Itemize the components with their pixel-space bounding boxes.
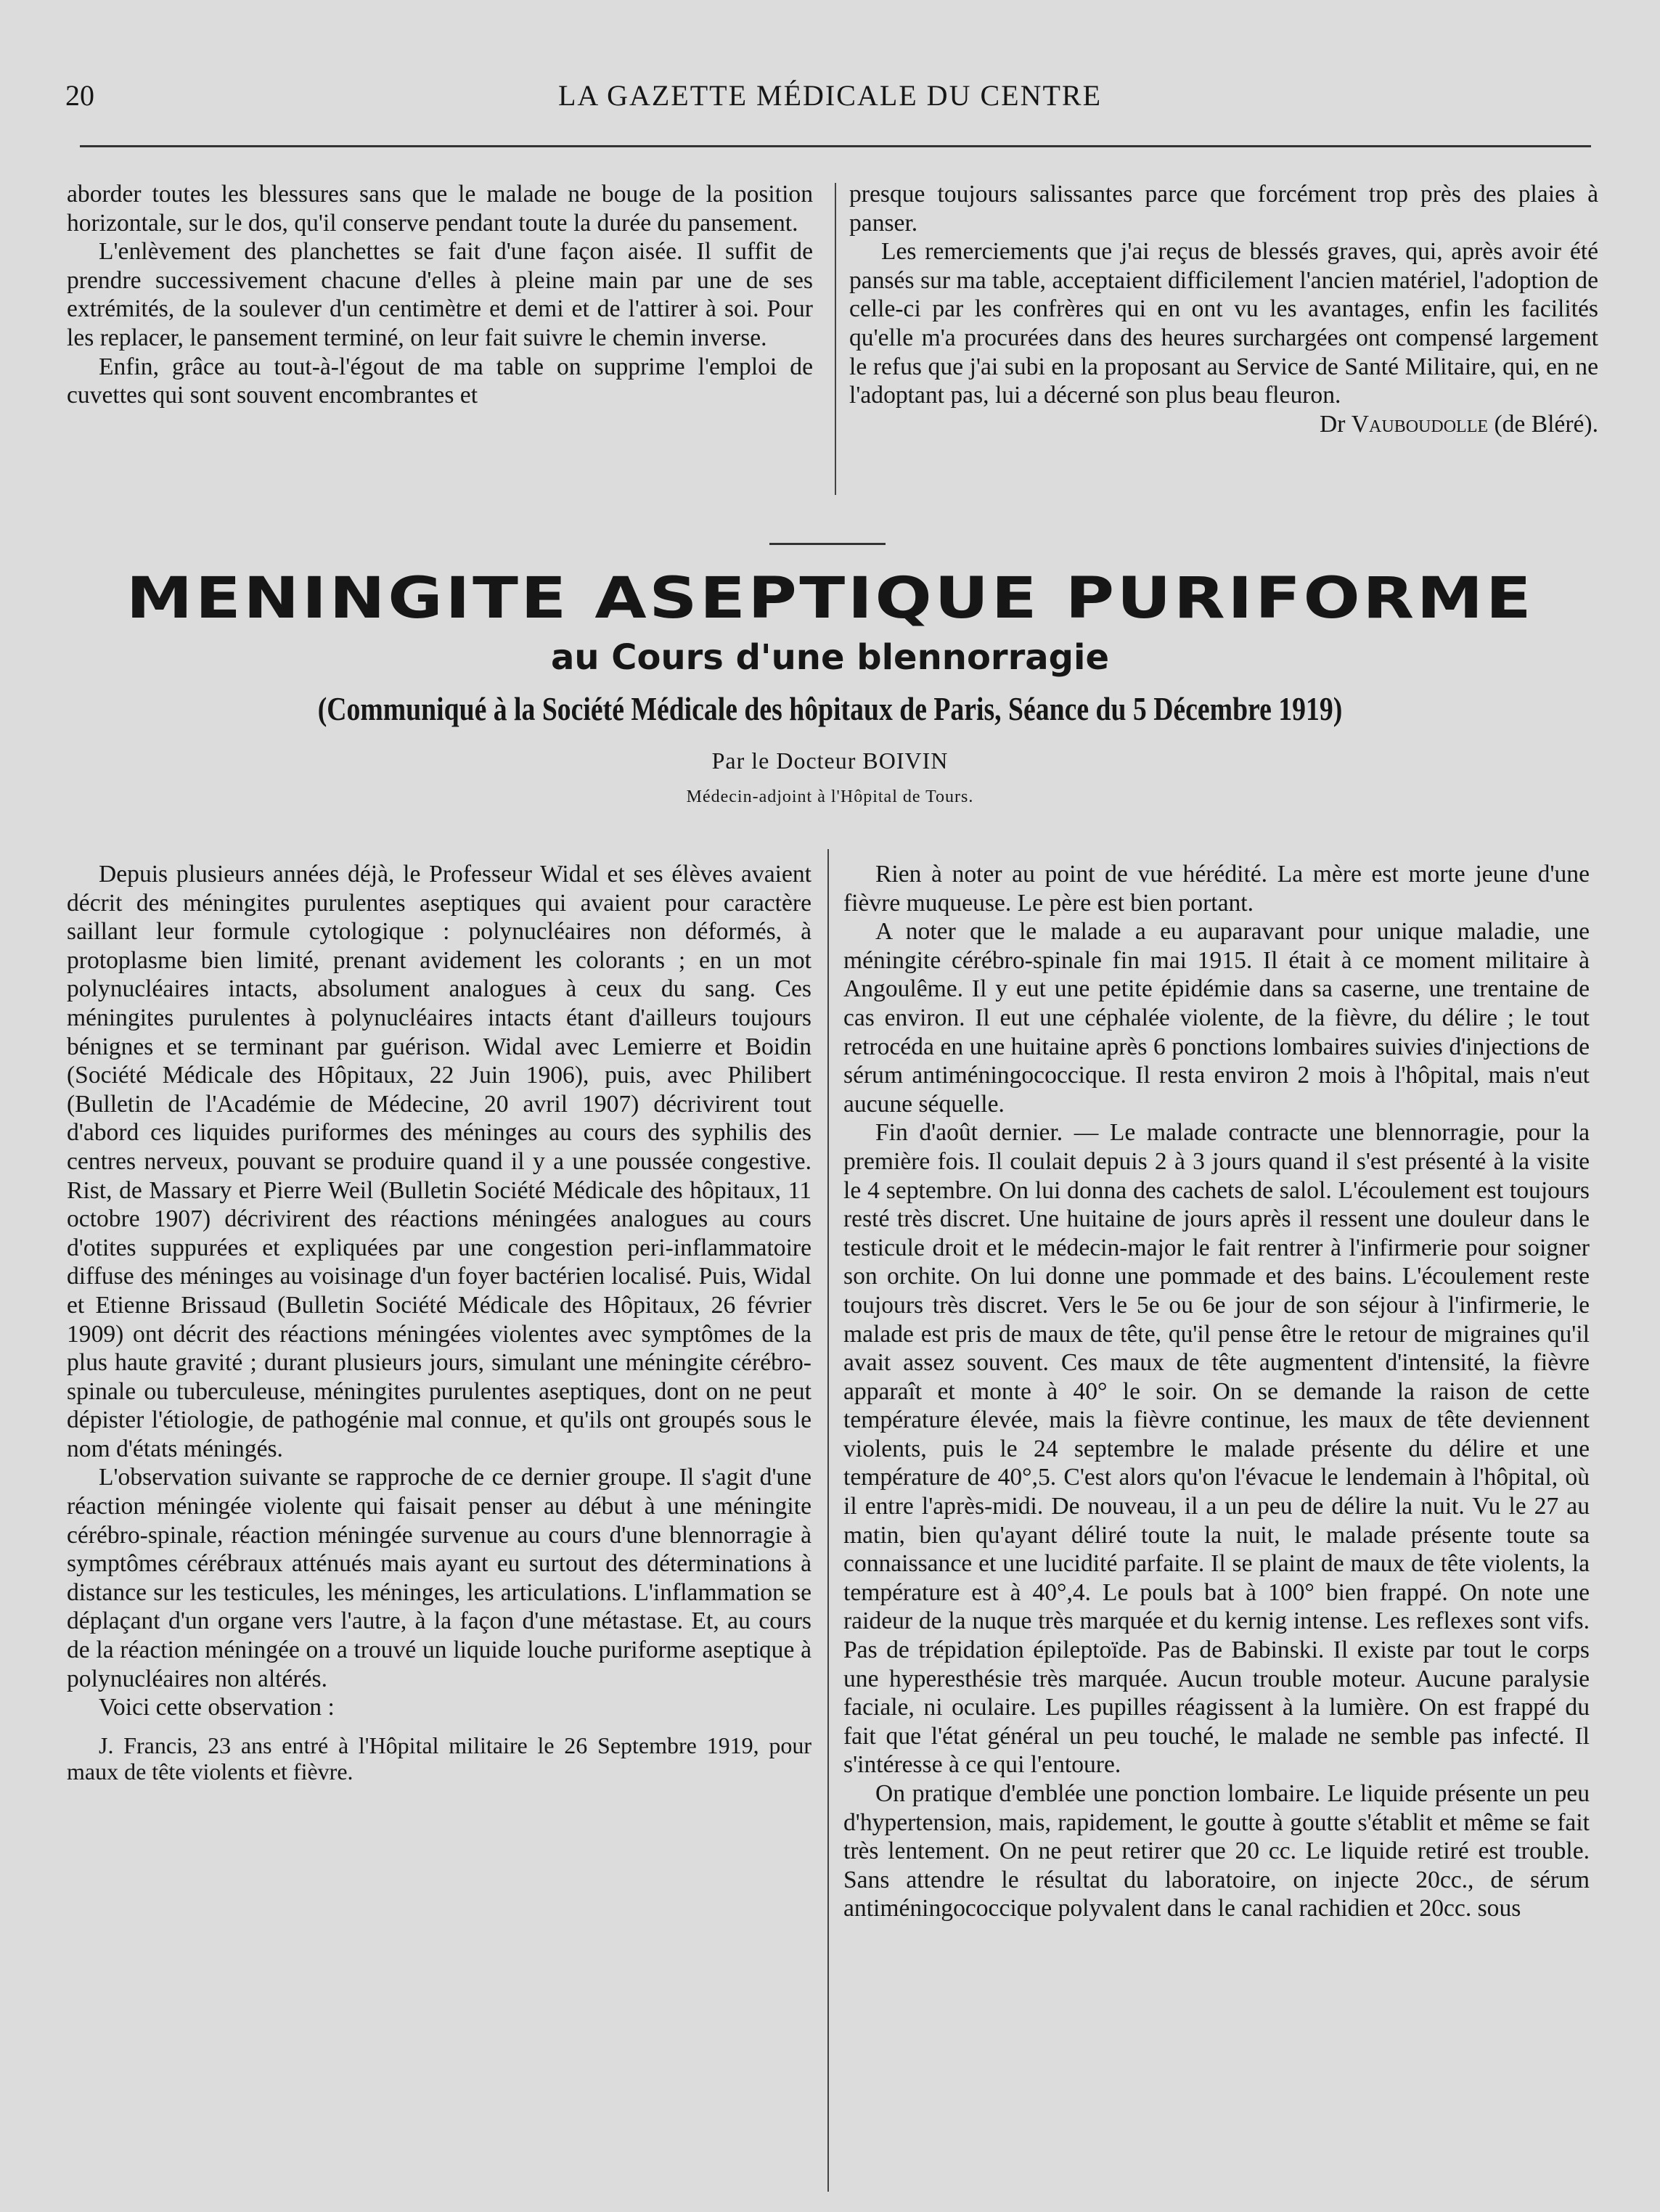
body-paragraph: L'observation suivante se rapproche de ce dernier groupe. Il s'agit d'une réaction méningée violente qui faisait penser au début à une méningite cérébro-spinale, réaction méningée survenue au cours d'une blennorragie à symptômes cérébraux atténués mais ayant eu surtout des déterminations à distance sur les testicules, les méninges, les articulations. L'inflammation se déplaçant d'un organe vers l'autre, à la façon d'une métastase. Et, au cours de la réaction méningée on a trouvé un liquide louche puriforme aseptique à polynucléaires non altérés. <box>67 1464 811 1692</box>
prev-article-signature <box>849 410 1598 439</box>
header-rule <box>80 145 1591 147</box>
article-subtitle: au Cours d'une blennorragie <box>550 637 1110 678</box>
signature-name: Vauboudolle <box>1351 410 1489 438</box>
journal-title: LA GAZETTE MÉDICALE DU CENTRE <box>557 79 1102 112</box>
column-divider-body <box>827 849 829 2192</box>
article-communication: (Communiqué à la Société Médicale des hôpitaux de Paris, Séance du 5 Décembre 1919) <box>317 690 1343 727</box>
article-title: MENINGITE ASEPTIQUE PURIFORME <box>126 566 1534 631</box>
prev-paragraph: aborder toutes les blessures sans que le malade ne bouge de la position horizontale, sur le dos, qu'il conserve pendant toute la durée du pansement. <box>67 181 813 237</box>
signature-prefix: Dr <box>1319 410 1346 438</box>
body-paragraph: A noter que le malade a eu auparavant pour unique maladie, une méningite cérébro-spinale fin mai 1915. Il était à ce moment militaire à Angoulême. Il y eut une petite épidémie dans sa caserne, une trentaine de cas environ. Il eut une céphalée violente, de la fièvre, du délire ; le tout retrocéda en une huitaine après 6 ponctions lombaires suivies d'injections de sérum antiméningococcique. Il resta environ 2 mois à l'hôpital, mais n'eut aucune séquelle. <box>843 918 1590 1118</box>
spacer <box>67 1722 811 1732</box>
observation-intro: J. Francis, 23 ans entré à l'Hôpital militaire le 26 Septembre 1919, pour maux de tête violents et fièvre. <box>67 1732 811 1785</box>
page-number: 20 <box>65 79 94 112</box>
prev-article-right-column <box>849 180 1598 557</box>
author-affiliation: Médecin-adjoint à l'Hôpital de Tours. <box>686 787 974 806</box>
body-paragraph: On pratique d'emblée une ponction lombaire. Le liquide présente un peu d'hypertension, mais, rapidement, le goutte à goutte s'établit et même se fait très lentement. On ne peut retirer que 20 cc. Le liquide retiré est trouble. Sans attendre le résultat du laboratoire, on injecte 20cc., de sérum antiméningococcique polyvalent dans le canal rachidien et 20cc. sous <box>843 1780 1590 1922</box>
column-divider-top <box>835 183 836 495</box>
prev-paragraph: presque toujours salissantes parce que forcément trop près des plaies à panser. <box>849 181 1598 237</box>
article-right-column <box>843 860 1590 2195</box>
body-paragraph: Depuis plusieurs années déjà, le Professeur Widal et ses élèves avaient décrit des méningites purulentes aseptiques qui avaient pour caractère saillant leur formule cytologique : polynucléaires non déformés, à protoplasme bien limité, prenant avidement les colorants ; en un mot polynucléaires intacts, absolument analogues à ceux du sang. Ces méningites purulentes à polynucléaires intacts étant d'ailleurs toujours bénignes et se terminant par guérison. Widal avec Lemierre et Boidin (Société Médicale des Hôpitaux, 22 Juin 1906), puis, avec Philibert (Bulletin de l'Académie de Médecine, 20 avril 1907) décrivirent tout d'abord ces liquides puriformes des méninges au cours des syphilis des centres nerveux, pouvant se produire quand il y a une poussée congestive. Rist, de Massary et Pierre Weil (Bulletin Société Médicale des hôpitaux, 11 octobre 1907) décrivirent des réactions méningées analogues au cours d'otites suppurées et expliquées par une congestion peri-inflammatoire diffuse des méninges au voisinage d'un foyer bactérien localisé. Puis, Widal et Etienne Brissaud (Bulletin Société Médicale des Hôpitaux, 26 février 1909) ont décrit des réactions méningées violentes avec symptômes de la plus haute gravité ; durant plusieurs jours, simulant une méningite cérébro-spinale ou tuberculeuse, méningites purulentes aseptiques, dont on ne peut dépister l'étiologie, de pathogénie mal connue, et qu'ils ont groupés sous le nom d'états méningés. <box>67 861 811 1462</box>
body-paragraph: Rien à noter au point de vue hérédité. La mère est morte jeune d'une fièvre muqueuse. Le père est bien portant. <box>843 861 1590 917</box>
prev-paragraph: L'enlèvement des planchettes se fait d'une façon aisée. Il suffit de prendre successivement chacune d'elles à pleine main par une de ses extrémités, de la soulever d'un centimètre et demi et de l'attirer à soi. Pour les replacer, le pansement terminé, on leur fait suivre le chemin inverse. <box>67 238 813 351</box>
prev-article-left-column <box>67 180 813 507</box>
prev-paragraph: Enfin, grâce au tout-à-l'égout de ma table on supprime l'emploi de cuvettes qui sont souvent encombrantes et <box>67 353 813 409</box>
prev-paragraph: Les remerciements que j'ai reçus de blessés graves, qui, après avoir été pansés sur ma table, acceptaient difficilement l'ancien matériel, l'adoption de celle-ci par les confrères qui en ont vu les avantages, enfin les facilités qu'elle m'a procurées dans des heures surchargées ont compensé largement le refus que j'ai subi en la proposant au Service de Santé Militaire, qui, en ne l'adoptant pas, lui a décerné son plus beau fleuron. <box>849 238 1598 409</box>
article-separator <box>769 543 886 545</box>
article-left-column <box>67 860 811 2195</box>
page-header <box>65 78 1595 122</box>
body-paragraph: Voici cette observation : <box>99 1694 335 1721</box>
article-author: Par le Docteur BOIVIN <box>711 747 949 774</box>
body-paragraph: Fin d'août dernier. — Le malade contracte une blennorragie, pour la première fois. Il coulait depuis 2 à 3 jours quand il s'est présenté à la visite le 4 septembre. On lui donna des cachets de salol. L'écoulement est toujours resté très discret. Une huitaine de jours après il ressent une douleur dans le testicule droit et le médecin-major le fait rentrer à l'infirmerie pour soigner son orchite. On lui donne une pommade et des bains. L'écoulement reste toujours très discret. Vers le 5e ou 6e jour de son séjour à l'infirmerie, le malade est pris de maux de tête, qu'il pense être le retour de migraines qu'il avait assez souvent. Ces maux de tête augmentent d'intensité, la fièvre apparaît et monte à 40° le soir. On se demande la raison de cette température élevée, mais la fièvre continue, les maux de tête deviennent violents, puis le 24 septembre le malade présente du délire et une température de 40°,5. C'est alors qu'on l'évacue le lendemain à l'hôpital, où il entre l'après-midi. De nouveau, il a un peu de délire la nuit. Vu le 27 au matin, bien qu'ayant déliré toute la nuit, le malade présente toute sa connaissance et une lucidité parfaite. Il se plaint de maux de tête violents, la température est à 40°,4. Le pouls bat à 100° bien frappé. On note une raideur de la nuque très marquée et du kernig intense. Les reflexes sont vifs. Pas de trépidation épileptoïde. Pas de Babinski. Il existe par tout le corps une hyperesthésie très marquée. Aucun trouble moteur. Aucune paralysie faciale, ni oculaire. Les pupilles réagissent à la lumière. On est frappé du fait que l'état général un peu touché, le malade ne semble pas infecté. Il s'intéresse à ce qui l'entoure. <box>843 1119 1590 1779</box>
signature-place: (de Bléré). <box>1494 410 1598 438</box>
